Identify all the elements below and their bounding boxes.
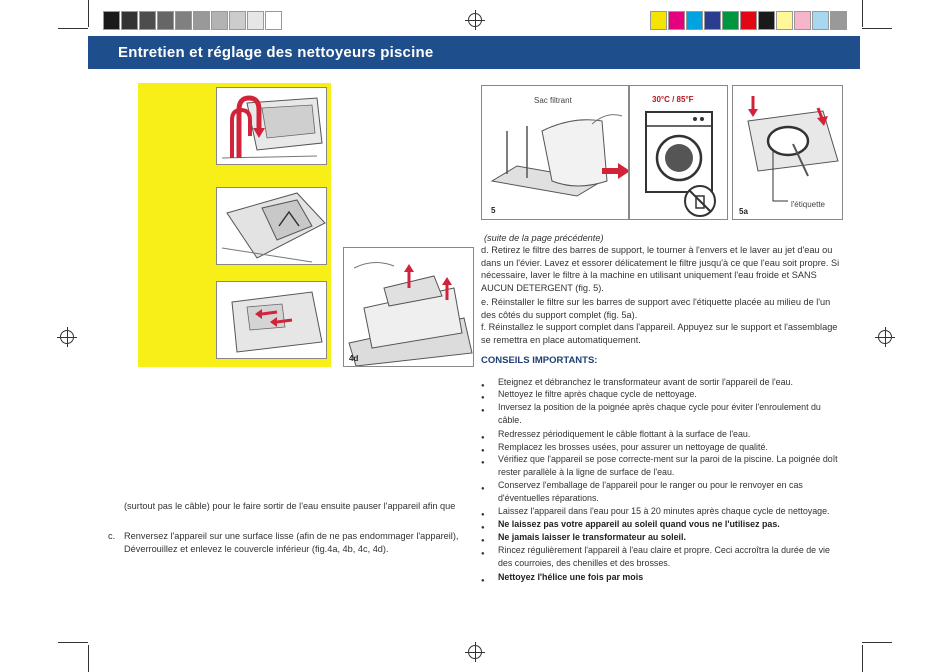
figure-5a [732, 85, 843, 220]
conseil-item [481, 518, 841, 531]
conseils-heading: CONSEILS IMPORTANTS: [481, 355, 598, 366]
filter-illustration [482, 86, 629, 220]
bullet-icon: ● [481, 538, 485, 544]
crop-mark [88, 0, 89, 27]
crop-mark [58, 642, 88, 643]
color-swatch [668, 11, 685, 30]
bullet-icon: ● [481, 525, 485, 531]
registration-mark-icon [468, 13, 482, 27]
bullet-icon: ● [481, 486, 485, 492]
conseil-item [481, 571, 841, 584]
crop-mark [862, 0, 863, 27]
conseil-text: Eteignez et débranchez le transformateur avant de sortir l'appareil de l'eau. [498, 377, 793, 387]
grey-swatch [193, 11, 210, 30]
crop-mark [862, 645, 863, 672]
conseil-item [481, 544, 841, 569]
conseil-item [481, 479, 841, 504]
step-text: Réinstallez le support complet dans l'appareil. Appuyez sur le support et l'assemblage se remettra en place automatiquement. [481, 322, 838, 345]
figure-4c [216, 281, 327, 359]
conseil-text: Nettoyez l'hélice une fois par mois [498, 572, 644, 582]
device-illustration [217, 282, 327, 359]
grey-swatch [211, 11, 228, 30]
grey-swatch [121, 11, 138, 30]
color-swatch [812, 11, 829, 30]
conseil-item [481, 376, 841, 389]
bullet-icon: ● [481, 512, 485, 518]
color-swatch [758, 11, 775, 30]
bullet-icon: ● [481, 408, 485, 414]
conseil-text: Redressez périodiquement le câble flottant à la surface de l'eau. [498, 429, 751, 439]
conseil-item [481, 505, 841, 518]
bullet-icon: ● [481, 551, 485, 557]
step-text: Réinstaller le filtre sur les barres de support avec l'étiquette placée au milieu de l'un des côtés du support complet (fig. 5a). [481, 297, 831, 320]
crop-mark [862, 28, 892, 29]
conseil-text: Ne laissez pas votre appareil au soleil quand vous ne l'utilisez pas. [498, 519, 780, 529]
color-swatch [722, 11, 739, 30]
figure-4d [343, 247, 474, 367]
continued-note: (suite de la page précédente) [484, 233, 604, 243]
conseil-item [481, 388, 841, 401]
registration-mark-icon [60, 330, 74, 344]
figure-label: 5a [739, 207, 748, 216]
figure-label: 4d [349, 354, 359, 363]
figure-caption: Sac filtrant [534, 96, 572, 105]
step-text: Retirez le filtre des barres de support, le tourner à l'envers et le laver au jet d'eau ou dans un l'évier. Lavez et essorer délicatement le filtre jusqu'à ce que l'eau soit propre. Si nécessaire, laver le filtre à la machine en utilisant uniquement l'eau froide et SANS AUCUN DETERGENT (fig. 5). [481, 245, 840, 293]
step-d [481, 244, 843, 294]
yellow-illustration-panel [138, 83, 331, 367]
color-swatch [686, 11, 703, 30]
bullet-icon: ● [481, 460, 485, 466]
step-c-line2: Déverrouillez et enlevez le couvercle inférieur (fig.4a, 4b, 4c, 4d). [124, 544, 389, 554]
step-letter: f. [481, 322, 487, 332]
conseil-item [481, 531, 841, 544]
conseil-text: Vérifiez que l'appareil se pose correcte-ment sur la paroi de la piscine. La poignée doît rester parallèle à la ligne de surface de l'eau. [498, 454, 838, 477]
bullet-icon: ● [481, 383, 485, 389]
wash-temperature-label: 30°C / 85°F [652, 95, 694, 104]
conseil-item [481, 453, 841, 478]
crop-mark [88, 645, 89, 672]
conseil-text: Rincez régulièrement l'appareil à l'eau claire et propre. Ceci accroîtra la durée de vie des courroies, des chenilles et des brosses. [498, 545, 830, 568]
color-swatch [650, 11, 667, 30]
figure-wash [629, 85, 728, 220]
left-paragraph: (surtout pas le câble) pour le faire sortir de l'eau ensuite pauser l'appareil afin que [124, 501, 456, 511]
device-illustration [344, 248, 474, 367]
step-letter: d. [481, 245, 489, 255]
washing-machine-icon [630, 86, 728, 220]
grey-swatch [229, 11, 246, 30]
conseil-text: Nettoyez le filtre après chaque cycle de nettoyage. [498, 389, 697, 399]
conseil-item [481, 401, 841, 426]
filter-reinstall-illustration [733, 86, 843, 220]
grey-swatch [175, 11, 192, 30]
figure-4b [216, 187, 327, 265]
color-swatch [830, 11, 847, 30]
crop-mark [58, 28, 88, 29]
page-title: Entretien et réglage des nettoyeurs piscine [118, 44, 434, 61]
registration-mark-icon [878, 330, 892, 344]
color-swatch [704, 11, 721, 30]
grey-swatch [247, 11, 264, 30]
color-swatch [794, 11, 811, 30]
step-letter: e. [481, 297, 489, 307]
bullet-icon: ● [481, 578, 485, 584]
conseil-text: Ne jamais laisser le transformateur au soleil. [498, 532, 686, 542]
conseil-text: Laissez l'appareil dans l'eau pour 15 à 20 minutes après chaque cycle de nettoyage. [498, 506, 830, 516]
device-illustration [217, 188, 327, 265]
crop-mark [862, 642, 892, 643]
grey-swatch [265, 11, 282, 30]
conseil-item [481, 428, 841, 441]
figure-caption: l'étiquette [791, 200, 825, 209]
grey-swatch [157, 11, 174, 30]
header-bar [88, 36, 860, 69]
figure-5 [481, 85, 629, 220]
step-f [481, 321, 843, 346]
grey-swatch [139, 11, 156, 30]
grey-swatch [103, 11, 120, 30]
conseil-item [481, 441, 841, 454]
step-e [481, 296, 843, 321]
step-c-letter: c. [108, 531, 116, 541]
color-swatch [740, 11, 757, 30]
device-illustration [217, 88, 327, 165]
step-c-line1: Renversez l'appareil sur une surface lisse (afin de ne pas endommager l'appareil), [124, 531, 459, 541]
figure-4a [216, 87, 327, 165]
bullet-icon: ● [481, 448, 485, 454]
bullet-icon: ● [481, 435, 485, 441]
conseil-text: Remplacez les brosses usées, pour assurer un nettoyage de qualité. [498, 442, 768, 452]
conseil-text: Conservez l'emballage de l'appareil pour le ranger ou pour le renvoyer en cas d'éventuelles réparations. [498, 480, 803, 503]
conseil-text: Inversez la position de la poignée après chaque cycle pour éviter l'enroulement du câble. [498, 402, 821, 425]
figure-label: 5 [491, 206, 496, 215]
registration-mark-icon [468, 645, 482, 659]
color-swatch [776, 11, 793, 30]
bullet-icon: ● [481, 395, 485, 401]
